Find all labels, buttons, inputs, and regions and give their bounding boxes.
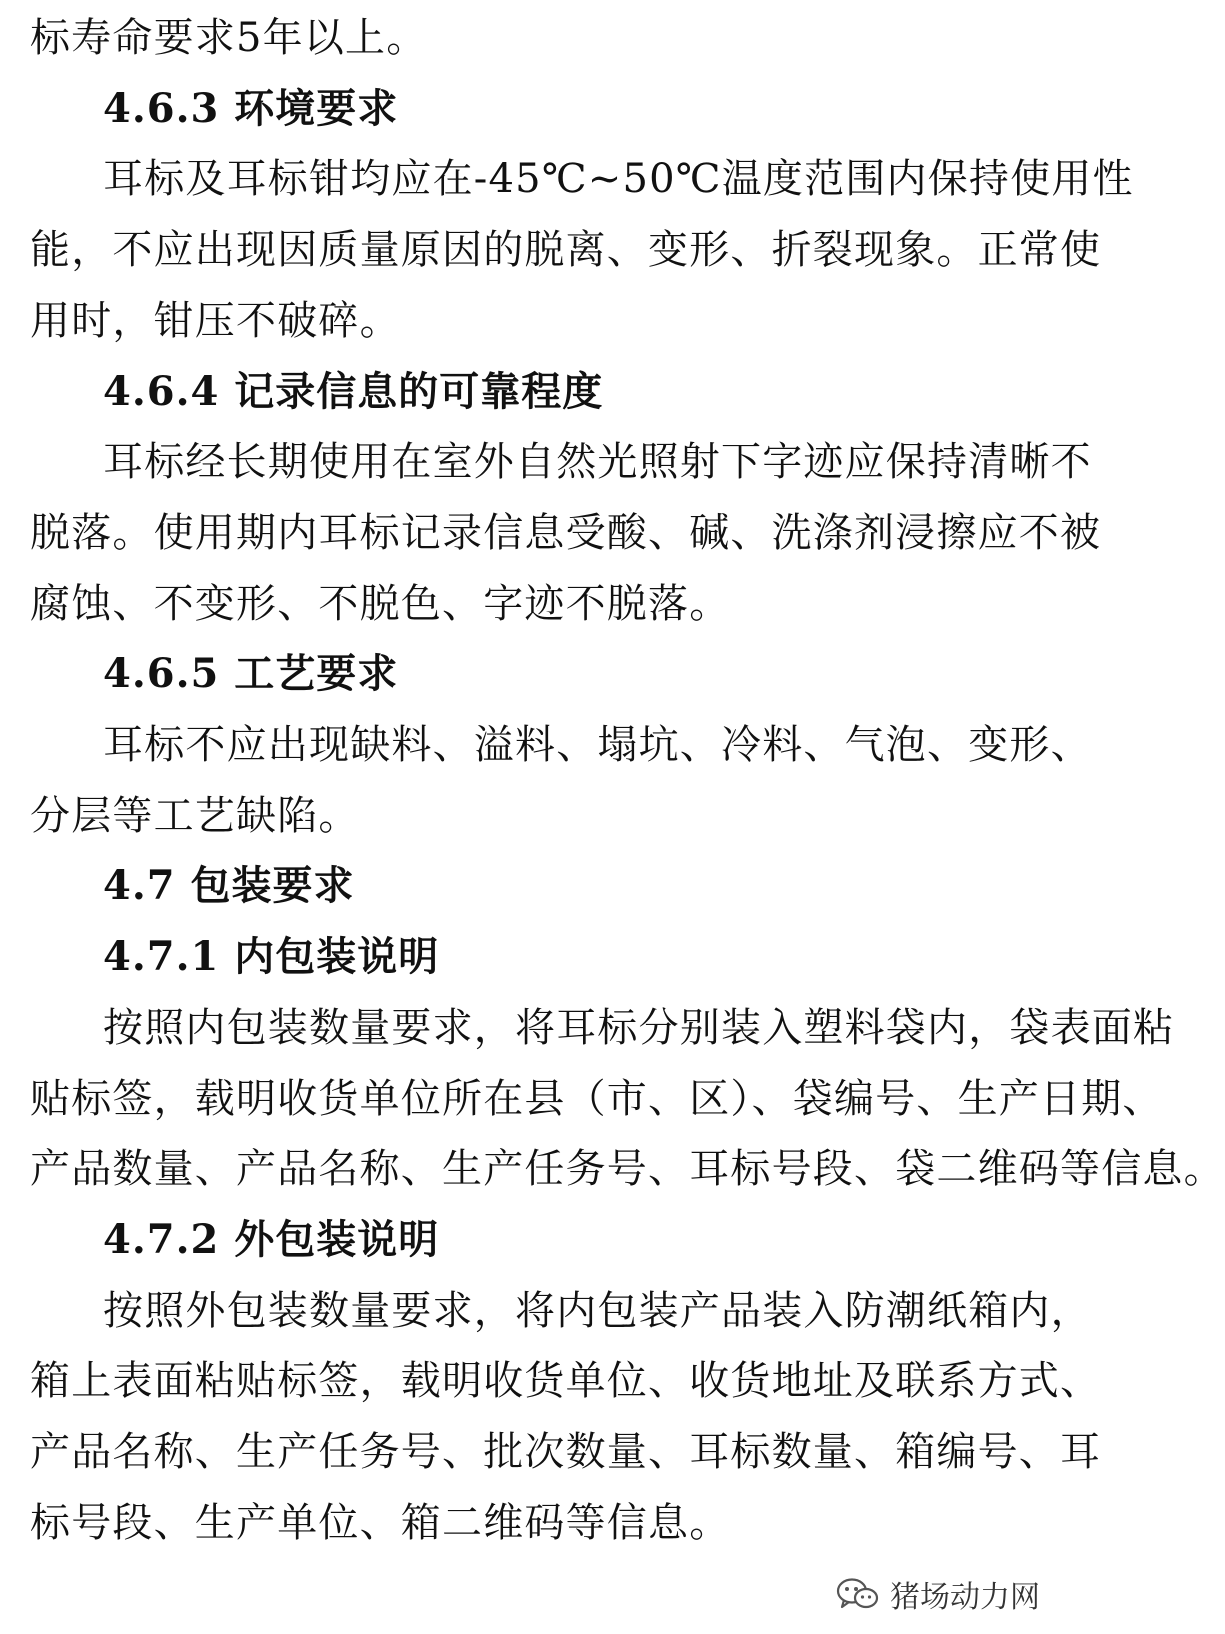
section-heading: 4.6.3 环境要求 [103,85,399,132]
paragraph-line: 产品名称、生产任务号、批次数量、耳标数量、箱编号、耳 [30,1429,1102,1475]
section-heading: 4.7.1 内包装说明 [103,933,440,980]
paragraph-line: 用时，钳压不破碎。 [30,298,401,344]
paragraph-line: 耳标及耳标钳均应在-45℃~50℃温度范围内保持使用性 [103,156,1134,202]
watermark [836,1572,1040,1616]
watermark-text: 猪场动力网 [890,1580,1040,1615]
paragraph-line: 耳标不应出现缺料、溢料、塌坑、冷料、气泡、变形、 [103,722,1092,768]
section-heading: 4.6.4 记录信息的可靠程度 [103,368,604,415]
paragraph-line: 耳标经长期使用在室外自然光照射下字迹应保持清晰不 [103,439,1092,485]
wechat-icon [836,1576,880,1612]
section-heading: 4.6.5 工艺要求 [103,650,399,697]
paragraph-line: 箱上表面粘贴标签，载明收货单位、收货地址及联系方式、 [30,1358,1102,1404]
paragraph-line: 标寿命要求5年以上。 [30,15,428,61]
section-heading: 4.7.2 外包装说明 [103,1216,440,1263]
paragraph-line: 分层等工艺缺陷。 [30,793,360,839]
paragraph-line: 标号段、生产单位、箱二维码等信息。 [30,1500,731,1546]
paragraph-line: 产品数量、产品名称、生产任务号、耳标号段、袋二维码等信息。 [30,1146,1225,1192]
paragraph-line: 腐蚀、不变形、不脱色、字迹不脱落。 [30,581,731,627]
paragraph-line: 能，不应出现因质量原因的脱离、变形、折裂现象。正常使 [30,227,1102,273]
paragraph-line: 按照外包装数量要求，将内包装产品装入防潮纸箱内， [103,1288,1092,1334]
paragraph-line: 按照内包装数量要求，将耳标分别装入塑料袋内，袋表面粘 [103,1005,1175,1051]
paragraph-line: 脱落。使用期内耳标记录信息受酸、碱、洗涤剂浸擦应不被 [30,510,1102,556]
paragraph-line: 贴标签，载明收货单位所在县（市、区）、袋编号、生产日期、 [30,1076,1164,1122]
section-heading: 4.7 包装要求 [103,862,355,909]
